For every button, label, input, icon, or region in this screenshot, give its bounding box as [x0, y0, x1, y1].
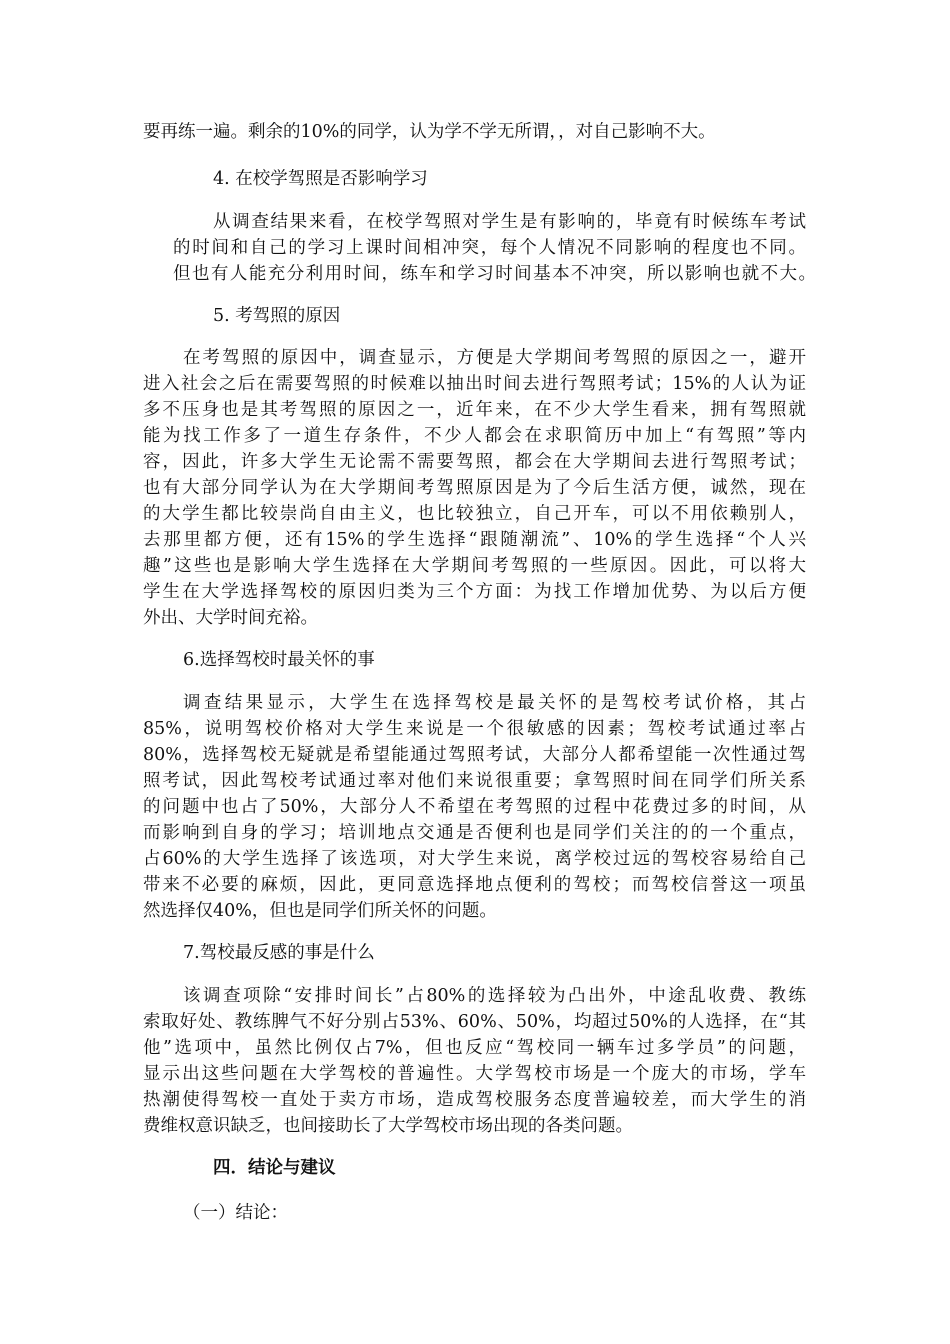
- paragraph-line: 容，因此，许多大学生无论需不需要驾照，都会在大学期间去进行驾照考试；: [143, 452, 806, 472]
- paragraph-line: 显示出这些问题在大学驾校的普遍性。大学驾校市场是一个庞大的市场，学车: [143, 1064, 806, 1084]
- paragraph-line: 也有大部分同学认为在大学期间考驾照原因是为了今后生活方便，诚然，现在: [143, 478, 806, 498]
- paragraph-line: 该调查项除“安排时间长”占80%的选择较为凸出外，中途乱收费、教练: [183, 986, 806, 1006]
- paragraph-line: 费维权意识缺乏，也间接助长了大学驾校市场出现的各类问题。: [143, 1116, 633, 1136]
- conclusion-subheading: （一）结论：: [183, 1203, 288, 1223]
- paragraph-line: 进入社会之后在需要驾照的时候难以抽出时间去进行驾照考试；15%的人认为证: [143, 374, 806, 394]
- paragraph-line: 然选择仅40%，但也是同学们所关怀的问题。: [143, 901, 497, 921]
- section-5-heading: 5. 考驾照的原因: [213, 306, 341, 326]
- paragraph-line: 热潮使得驾校一直处于卖方市场，造成驾校服务态度普遍较差，而大学生的消: [143, 1090, 806, 1110]
- paragraph-line: 带来不必要的麻烦，因此，更同意选择地点便利的驾校；而驾校信誉这一项虽: [143, 875, 806, 895]
- paragraph-line: 的问题中也占了50%，大部分人不希望在考驾照的过程中花费过多的时间，从: [143, 797, 806, 817]
- paragraph-line: 调查结果显示，大学生在选择驾校是最关怀的是驾校考试价格，其占: [183, 693, 806, 713]
- paragraph-line: 索取好处、教练脾气不好分别占53%、60%、50%，均超过50%的人选择，在“其: [143, 1012, 806, 1032]
- paragraph-line: 多不压身也是其考驾照的原因之一，近年来，在不少大学生看来，拥有驾照就: [143, 400, 806, 420]
- paragraph-line: 但也有人能充分利用时间，练车和学习时间基本不冲突，所以影响也就不大。: [173, 264, 816, 284]
- paragraph-line: 能为找工作多了一道生存条件，不少人都会在求职简历中加上“有驾照”等内: [143, 426, 806, 446]
- paragraph-line: 他”选项中，虽然比例仅占7%，但也反应“驾校同一辆车过多学员”的问题，: [143, 1038, 806, 1058]
- paragraph-line: 学生在大学选择驾校的原因归类为三个方面：为找工作增加优势、为以后方便: [143, 582, 806, 602]
- chapter-4-heading: 四．结论与建议: [213, 1158, 336, 1178]
- intro-tail-paragraph: 要再练一遍。剩余的10%的同学，认为学不学无所谓，，对自己影响不大。: [143, 122, 716, 142]
- section-6-heading: 6.选择驾校时最关怀的事: [183, 650, 375, 670]
- paragraph-line: 85%，说明驾校价格对大学生来说是一个很敏感的因素；驾校考试通过率占: [143, 719, 806, 739]
- paragraph-line: 去那里都方便，还有15%的学生选择“跟随潮流”、10%的学生选择“个人兴: [143, 530, 806, 550]
- section-7-heading: 7.驾校最反感的事是什么: [183, 943, 375, 963]
- paragraph-line: 80%，选择驾校无疑就是希望能通过驾照考试，大部分人都希望能一次性通过驾: [143, 745, 806, 765]
- paragraph-line: 在考驾照的原因中，调查显示，方便是大学期间考驾照的原因之一，避开: [183, 348, 806, 368]
- paragraph-line: 占60%的大学生选择了该选项，对大学生来说，离学校过远的驾校容易给自己: [143, 849, 806, 869]
- paragraph-line: 的大学生都比较崇尚自由主义，也比较独立，自己开车，可以不用依赖别人，: [143, 504, 806, 524]
- paragraph-line: 而影响到自身的学习；培训地点交通是否便利也是同学们关注的的一个重点，: [143, 823, 806, 843]
- paragraph-line: 外出、大学时间充裕。: [143, 608, 318, 628]
- paragraph-line: 照考试，因此驾校考试通过率对他们来说很重要；拿驾照时间在同学们所关系: [143, 771, 806, 791]
- paragraph-line: 从调查结果来看，在校学驾照对学生是有影响的，毕竟有时候练车考试: [213, 212, 806, 232]
- section-4-heading: 4. 在校学驾照是否影响学习: [213, 169, 428, 189]
- paragraph-line: 趣”这些也是影响大学生选择在大学期间考驾照的一些原因。因此，可以将大: [143, 556, 806, 576]
- paragraph-line: 的时间和自己的学习上课时间相冲突，每个人情况不同影响的程度也不同。: [173, 238, 806, 258]
